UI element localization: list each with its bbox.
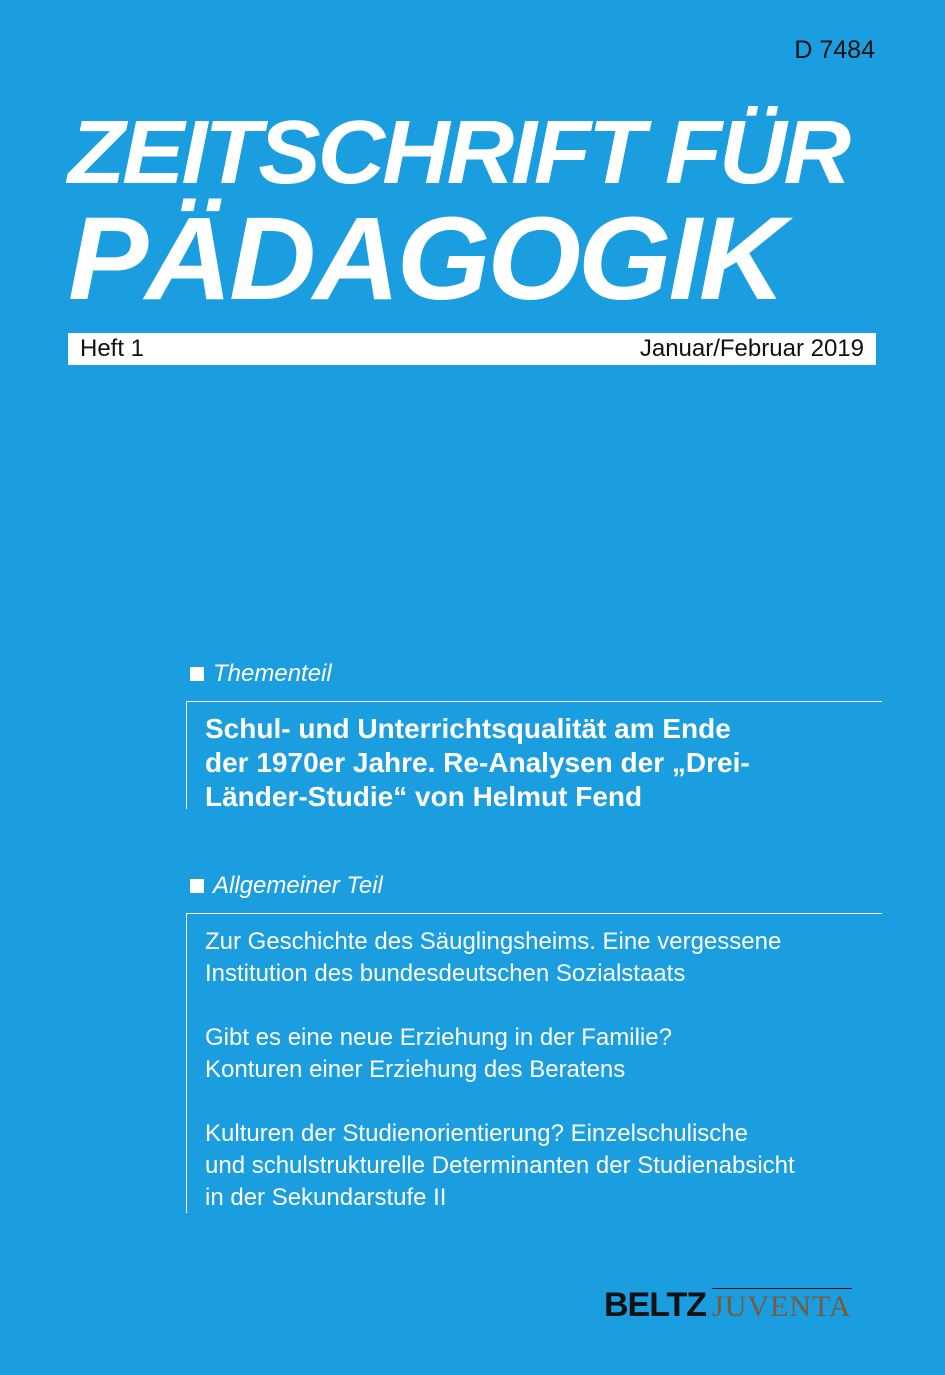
square-bullet-icon <box>190 667 204 681</box>
theme-title <box>187 702 882 814</box>
square-bullet-icon <box>190 879 204 893</box>
section-thementeil-label <box>190 660 332 688</box>
issue-bar <box>68 333 876 365</box>
journal-code: D 7484 <box>794 36 875 64</box>
article-line: und schulstrukturelle Determinanten der Studienabsicht <box>205 1152 795 1179</box>
publisher-logo <box>604 1286 852 1325</box>
article-line: Institution des bundesdeutschen Sozialstaats <box>205 960 686 987</box>
article-2 <box>187 990 882 1086</box>
section-allgemeiner-label <box>190 872 383 900</box>
section-label-text: Thementeil <box>213 660 332 687</box>
article-line: Konturen einer Erziehung des Beratens <box>205 1056 626 1083</box>
issue-date: Januar/Februar 2019 <box>639 335 864 362</box>
article-line: Zur Geschichte des Säuglingsheims. Eine vergessene <box>205 928 782 955</box>
theme-title-line: der 1970er Jahre. Re-Analysen der „Drei- <box>205 747 750 778</box>
theme-title-line: Länder-Studie“ von Helmut Fend <box>205 781 643 812</box>
publisher-name-juventa: JUVENTA <box>712 1290 852 1323</box>
section-label-text: Allgemeiner Teil <box>213 872 383 899</box>
article-line: in der Sekundarstufe II <box>205 1184 447 1211</box>
title-line-1: ZEITSCHRIFT FÜR <box>68 103 848 203</box>
journal-title <box>68 103 848 325</box>
theme-title-line: Schul- und Unterrichtsqualität am Ende <box>205 713 731 744</box>
allgemeiner-block <box>186 913 882 1213</box>
article-1 <box>187 914 882 990</box>
article-line: Kulturen der Studienorientierung? Einzelschulische <box>205 1120 748 1147</box>
publisher-name-beltz: BELTZ <box>604 1286 707 1324</box>
thementeil-block <box>186 701 882 812</box>
issue-number: Heft 1 <box>80 335 145 362</box>
article-line: Gibt es eine neue Erziehung in der Familie? <box>205 1024 672 1051</box>
title-line-2: PÄDAGOGIK <box>68 193 783 325</box>
article-3 <box>187 1086 882 1214</box>
